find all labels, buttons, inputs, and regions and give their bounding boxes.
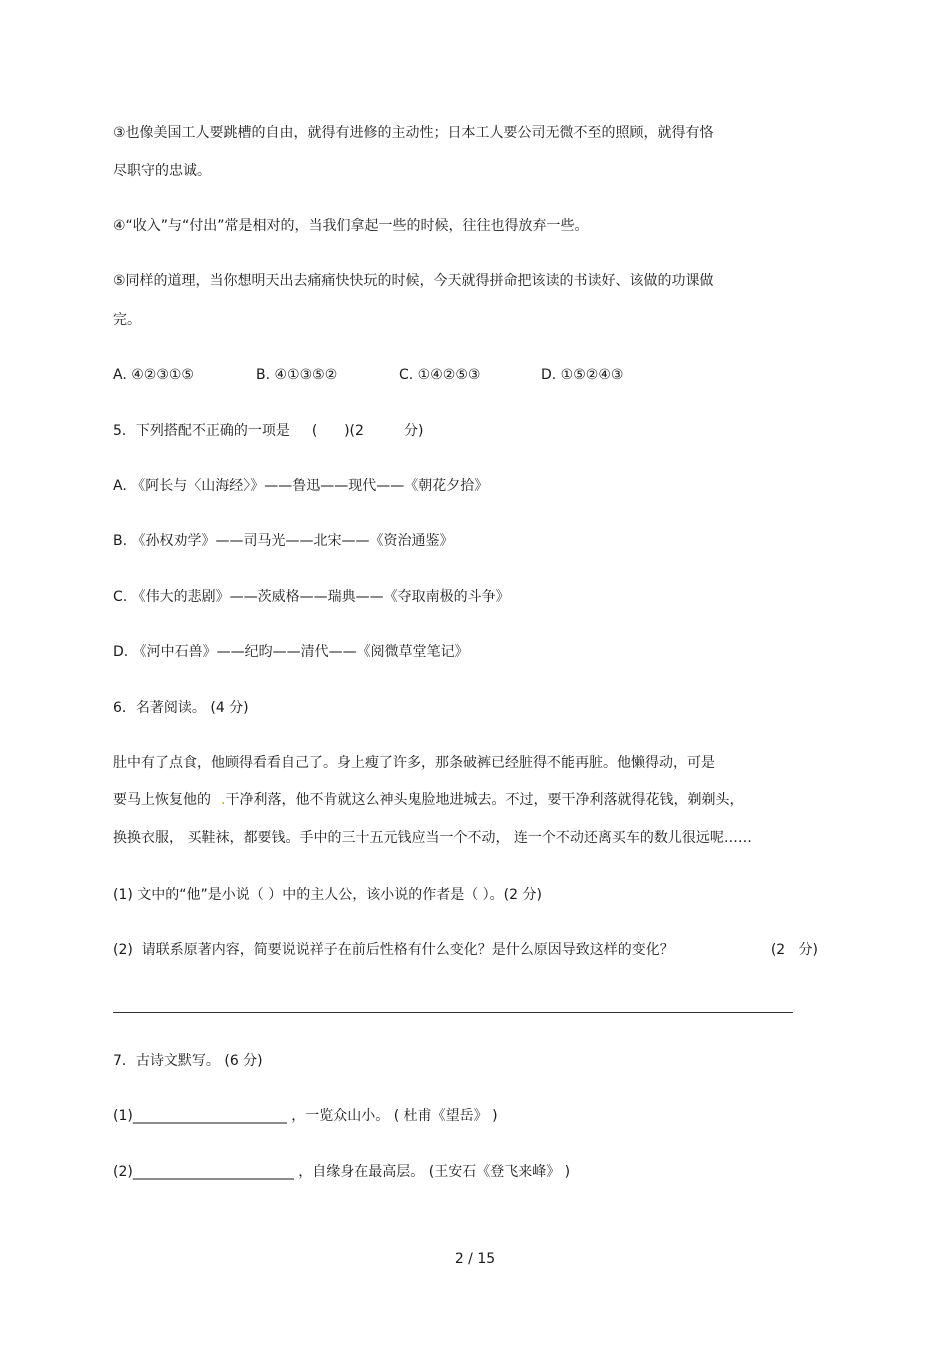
q6-passage-dot: . bbox=[221, 792, 226, 808]
q6-stem: 6．名著阅读。 (4 分) bbox=[113, 700, 249, 716]
q6-passage-line3: 换换衣服， 买鞋袜，都要钱。手中的三十五元钱应当一个不动， 连一个不动还离买车的数儿很远呢…… bbox=[113, 830, 752, 846]
q7-sub2: (2)_______________________ ，自缘身在最高层。 (王安石《登飞来峰》 ) bbox=[113, 1164, 571, 1180]
item5-line2: 完。 bbox=[113, 312, 141, 328]
page-number: 2 / 15 bbox=[454, 1251, 496, 1267]
q5-option-a: A. 《阿长与〈山海经〉》——鲁迅——现代——《朝花夕拾》 bbox=[113, 478, 489, 494]
q6-passage-line2 bbox=[113, 790, 743, 810]
q5-option-d: D. 《河中石兽》——纪昀——清代——《阅微草堂笔记》 bbox=[113, 644, 469, 660]
item3-line2: 尽职守的忠诚。 bbox=[113, 163, 211, 179]
q6-sub2-score: (2 分) bbox=[770, 942, 818, 958]
q6-sub1: (1) 文中的“他”是小说（ ）中的主人公，该小说的作者是（ ）。(2 分) bbox=[113, 887, 542, 903]
q6-passage-line1: 肚中有了点食，他顾得看看自己了。身上瘦了许多，那条破裤已经脏得不能再脏。他懒得动，可是 bbox=[113, 755, 715, 771]
q4-option-a: A. ④②③①⑤ bbox=[113, 367, 194, 383]
q7-sub1: (1)______________________ ，一览众山小。 ( 杜甫《望岳》 ) bbox=[113, 1108, 498, 1124]
q6-sub2 bbox=[113, 940, 818, 960]
q4-option-b: B. ④①③⑤② bbox=[256, 367, 338, 383]
q5-stem bbox=[113, 421, 423, 441]
q4-option-c: C. ①④②⑤③ bbox=[399, 367, 481, 383]
q5-score: ( )(2 分) bbox=[311, 423, 424, 439]
q5-option-c: C. 《伟大的悲剧》——茨威格——瑞典——《夺取南极的斗争》 bbox=[113, 589, 510, 605]
q6-sub2-text: (2) 请联系原著内容，简要说说祥子在前后性格有什么变化？是什么原因导致这样的变化？ bbox=[113, 942, 674, 958]
item4: ④“收入”与“付出”常是相对的，当我们拿起一些的时候，往往也得放弃一些。 bbox=[113, 218, 589, 234]
q5-stem-text: 5．下列搭配不正确的一项是 bbox=[113, 423, 290, 439]
q6-passage-line2-a: 要马上恢复他的 bbox=[113, 792, 211, 808]
q4-option-d: D. ①⑤②④③ bbox=[541, 367, 624, 383]
answer-line bbox=[113, 1012, 793, 1013]
q6-passage-line2-b: 干净利落，他不肯就这么神头鬼脸地进城去。不过，要干净利落就得花钱，剃剃头， bbox=[225, 792, 744, 808]
q7-stem: 7．古诗文默写。 (6 分) bbox=[113, 1053, 263, 1069]
item3-line1: ③也像美国工人要跳槽的自由，就得有进修的主动性；日本工人要公司无微不至的照顾，就得有恪 bbox=[113, 125, 714, 141]
q5-option-b: B. 《孙权劝学》——司马光——北宋——《资治通鉴》 bbox=[113, 533, 454, 549]
q4-options bbox=[113, 365, 713, 385]
item5-line1: ⑤同样的道理，当你想明天出去痛痛快快玩的时候，今天就得拼命把该读的书读好、该做的功课做 bbox=[113, 273, 714, 289]
